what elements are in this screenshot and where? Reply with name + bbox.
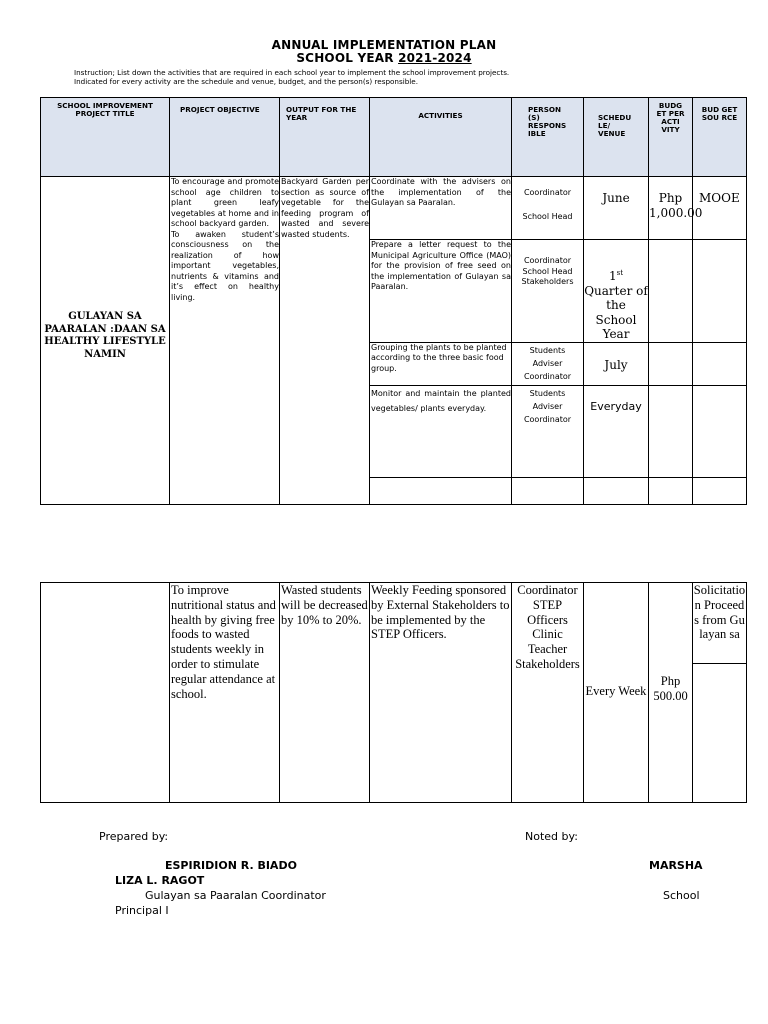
person-4 xyxy=(512,386,583,426)
person-3-line-2: Adviser xyxy=(532,358,563,368)
person-4-line-3: Coordinator xyxy=(523,414,572,424)
person-1-line-3: School Head xyxy=(522,211,573,221)
second-person-line-4: Clinic xyxy=(532,627,563,642)
schedule-2 xyxy=(584,240,648,342)
person-2-line-3: Stakeholders xyxy=(521,277,574,286)
school-year-value: 2021-2024 xyxy=(398,51,472,65)
activity-2: Prepare a letter request to the Municipal Agriculture Office (MAO) for the provision of free seed on the implementation of Gulayan sa Paaralan. xyxy=(371,240,511,291)
source-1: MOOE xyxy=(699,191,740,205)
instruction-line-1: Instruction; List down the activities that are required in each school year to implement the school improvement projects. xyxy=(74,68,510,77)
second-objective: To improve nutritional status and health by giving free foods to wasted students weekly in order to stimulate regular attendance at school. xyxy=(171,583,276,701)
prepared-by-label: Prepared by: xyxy=(99,830,169,843)
schedule-4: Everyday xyxy=(590,399,642,413)
noter-role-part-2: Principal I xyxy=(115,904,169,917)
plan-table xyxy=(40,97,747,505)
noted-by-label: Noted by: xyxy=(525,830,578,843)
second-schedule: Every Week xyxy=(585,684,647,699)
output-for-the-year: Backyard Garden per section as source of vegetable for the feeding program of wasted and severe wasted students. xyxy=(281,177,369,239)
table-header-row xyxy=(41,98,747,177)
person-3-line-1: Students xyxy=(529,345,566,355)
header-schedule-venue: SCHEDU LE/ VENUE xyxy=(598,113,632,138)
person-4-line-1: Students xyxy=(529,388,566,398)
header-output: OUTPUT FOR THE YEAR xyxy=(286,105,357,122)
header-person-responsible: PERSON (S) RESPONS IBLE xyxy=(528,105,567,138)
project-title: GULAYAN SA PAARALAN :DAAN SA HEALTHY LIFESTYLE NAMIN xyxy=(44,311,166,360)
second-person-line-6: Stakeholders xyxy=(515,656,580,671)
preparer-role: Gulayan sa Paaralan Coordinator xyxy=(145,889,326,902)
second-person xyxy=(512,583,583,672)
noter-name-last: LIZA L. RAGOT xyxy=(115,874,205,887)
school-year xyxy=(0,51,768,65)
second-person-line-2: STEP xyxy=(532,597,563,612)
document-title: ANNUAL IMPLEMENTATION PLAN xyxy=(271,38,497,52)
schedule-1: June xyxy=(602,191,630,205)
second-activity: Weekly Feeding sponsored by External Stakeholders to be implemented by the STEP Officers. xyxy=(371,583,510,642)
noter-name-first: MARSHA xyxy=(649,859,703,872)
header-budget-source: BUD GET SOU RCE xyxy=(701,105,738,122)
second-output: Wasted students will be decreased by 10% to 20%. xyxy=(281,583,368,627)
activity-3: Grouping the plants to be planted according to the three basic food group. xyxy=(371,342,507,373)
second-person-line-3: Officers xyxy=(527,612,568,627)
person-1-line-1: Coordinator xyxy=(523,188,572,197)
preparer-name: ESPIRIDION R. BIADO xyxy=(165,859,297,872)
header-activities: ACTIVITIES xyxy=(418,111,463,120)
second-person-line-5: Teacher xyxy=(527,642,568,657)
schedule-2-rest: Quarter of the School Year xyxy=(584,283,648,341)
table-row xyxy=(41,177,747,240)
header-project-title: SCHOOL IMPROVEMENT PROJECT TITLE xyxy=(57,101,153,118)
second-source: Solicitation Proceeds from Gulayan sa xyxy=(693,583,746,642)
second-budget: Php 500.00 xyxy=(653,673,688,703)
plan-table-continued xyxy=(40,582,747,803)
person-3 xyxy=(512,343,583,383)
person-4-line-2: Adviser xyxy=(532,401,563,411)
budget-1: Php 1,000.00 xyxy=(649,191,703,220)
schedule-2-sup: st xyxy=(616,269,624,277)
school-year-prefix: SCHOOL YEAR xyxy=(296,51,399,65)
instructions xyxy=(74,68,714,86)
schedule-3: July xyxy=(604,357,628,372)
second-person-line-1: Coordinator xyxy=(517,583,578,597)
activity-4: Monitor and maintain the planted vegetables/ plants everyday. xyxy=(371,388,511,413)
noter-role-part-1: School xyxy=(663,889,700,902)
instruction-line-2: Indicated for every activity are the schedule and venue, budget, and the person(s) responsible. xyxy=(74,77,418,86)
person-1 xyxy=(512,177,583,222)
table-row xyxy=(41,583,747,664)
header-project-objective: PROJECT OBJECTIVE xyxy=(180,105,260,114)
activity-1: Coordinate with the advisers on the implementation of the Gulayan sa Paaralan. xyxy=(371,177,511,207)
person-2-line-2: School Head xyxy=(522,266,573,276)
header-budget-per-activity: BUDG ET PER ACTI VITY xyxy=(656,101,685,134)
person-2-line-1: Coordinator xyxy=(523,256,572,265)
project-objective: To encourage and promote school age children to plant green leafy vegetables at home and in school backyard garden. To awaken student’s consciousness on the realization of how important vegetables, nutrients & vitamins and it’s effect on healthy living. xyxy=(171,177,279,302)
person-3-line-3: Coordinator xyxy=(523,371,572,381)
schedule-2-lead: 1 xyxy=(608,269,617,283)
person-2 xyxy=(512,240,583,288)
